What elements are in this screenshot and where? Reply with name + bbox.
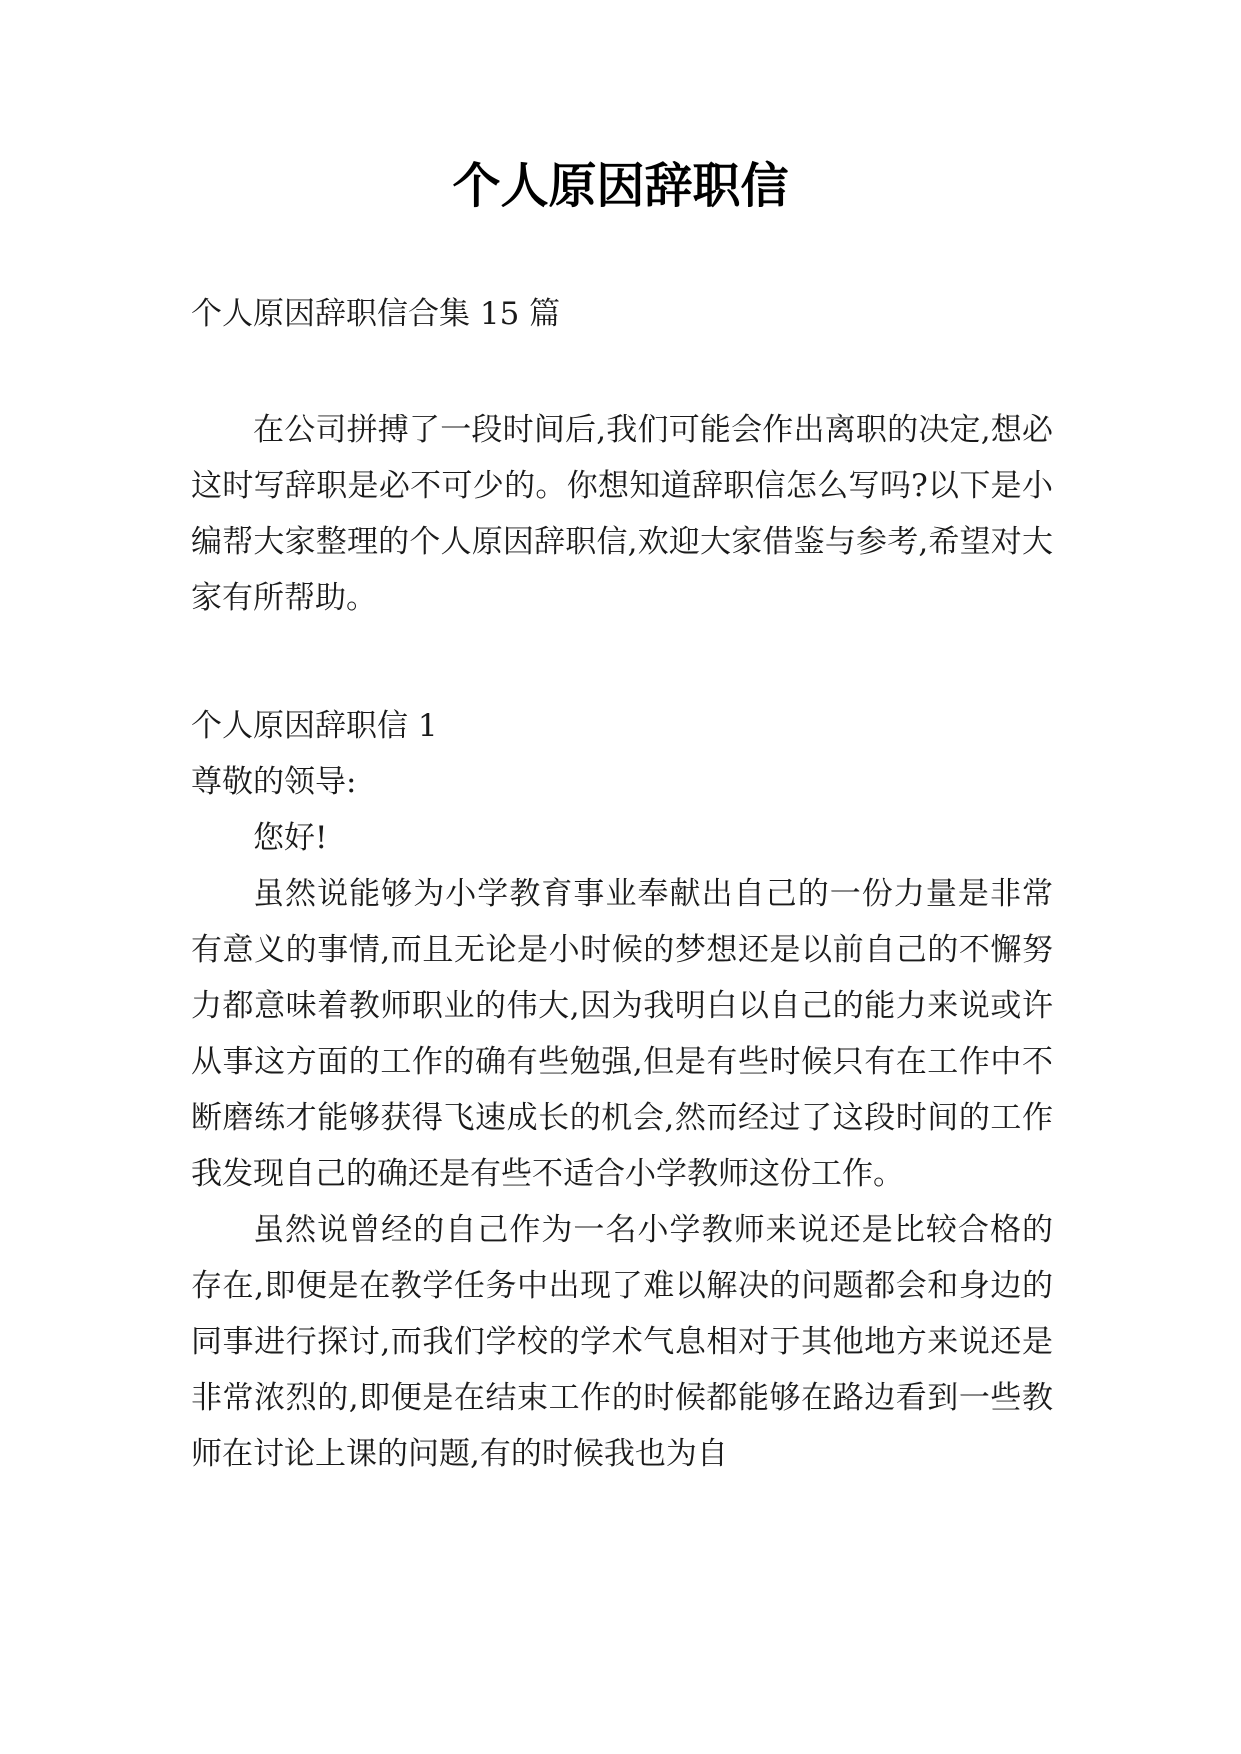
document-subtitle: 个人原因辞职信合集 15 篇 bbox=[191, 296, 561, 332]
document-title: 个人原因辞职信 bbox=[452, 158, 789, 214]
letter-greeting: 您好! bbox=[253, 820, 328, 856]
letter-body bbox=[191, 810, 1053, 1482]
letter-paragraph-1: 虽然说能够为小学教育事业奉献出自己的一份力量是非常有意义的事情,而且无论是小时候的梦想还是以前自己的不懈努力都意味着教师职业的伟大,因为我明白以自己的能力来说或许从事这方面的工作的确有些勉强,但是有些时候只有在工作中不断磨练才能够获得飞速成长的机会,然而经过了这段时间的工作我发现自己的确还是有些不适合小学教师这份工作。 bbox=[191, 876, 1053, 1192]
letter-heading: 个人原因辞职信 1 bbox=[191, 708, 438, 744]
letter-paragraph-2: 虽然说曾经的自己作为一名小学教师来说还是比较合格的存在,即便是在教学任务中出现了难以解决的问题都会和身边的同事进行探讨,而我们学校的学术气息相对于其他地方来说还是非常浓烈的,即便是在结束工作的时候都能够在路边看到一些教师在讨论上课的问题,有的时候我也为自 bbox=[191, 1212, 1053, 1472]
letter-salutation: 尊敬的领导: bbox=[191, 764, 357, 800]
intro-paragraph: 在公司拼搏了一段时间后,我们可能会作出离职的决定,想必这时写辞职是必不可少的。你想知道辞职信怎么写吗?以下是小编帮大家整理的个人原因辞职信,欢迎大家借鉴与参考,希望对大家有所帮助。 bbox=[191, 412, 1053, 616]
